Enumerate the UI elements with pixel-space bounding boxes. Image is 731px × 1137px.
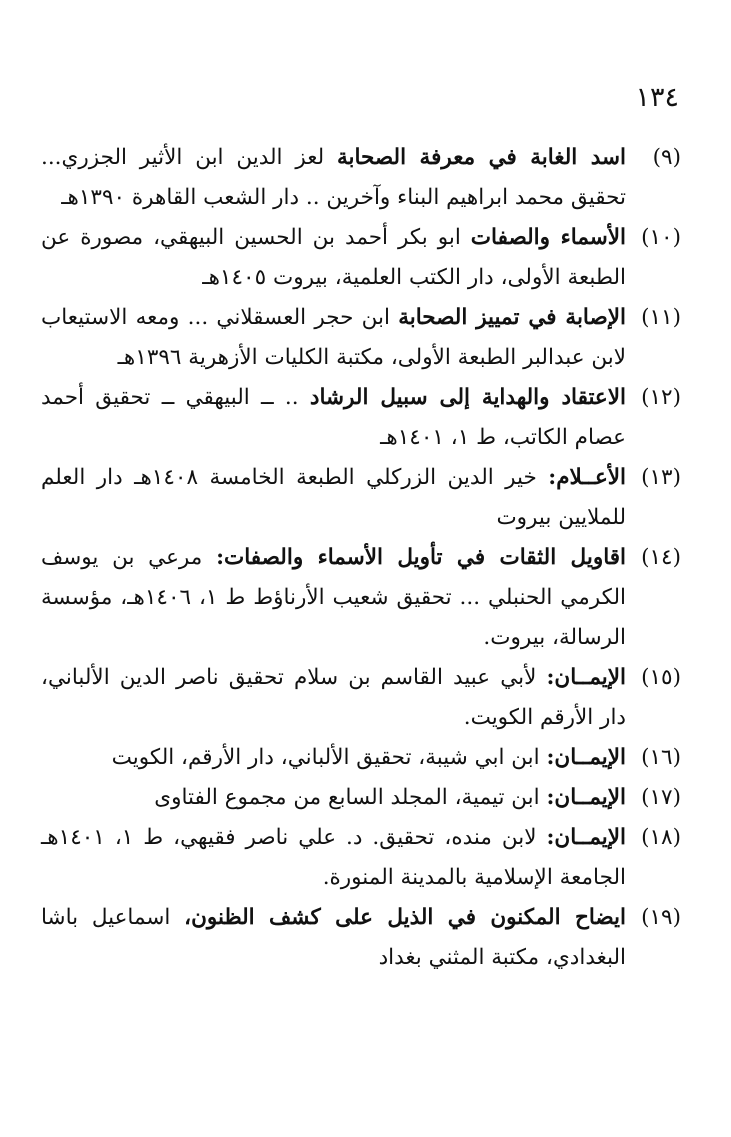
reference-entry [41, 138, 681, 218]
entry-number: (٩) [652, 145, 681, 170]
entry-text: ابن حجر العسقلاني ... ومعه الاستيعاب لابن عبدالبر الطبعة الأولى، مكتبة الكليات الأزهرية ١٣٩٦هـ [41, 305, 626, 370]
reference-entry [41, 738, 681, 778]
entry-title: ايضاح المكنون في الذيل على كشف الظنون، [184, 905, 626, 930]
entry-title: اقاويل الثقات في تأويل الأسماء والصفات: [216, 545, 627, 570]
reference-entry [41, 378, 681, 458]
entry-title: الإيمــان: [546, 825, 626, 850]
entry-title: الاعتقاد والهداية إلى سبيل الرشاد [309, 385, 626, 410]
entry-title: اسد الغابة في معرفة الصحابة [336, 145, 626, 170]
reference-entry [41, 538, 681, 658]
entry-text: لابن منده، تحقيق. د. علي ناصر فقيهي، ط ١، ١٤٠١هـ الجامعة الإسلامية بالمدينة المنورة. [41, 825, 626, 890]
entry-number: (١٢) [641, 385, 681, 410]
reference-entry [41, 658, 681, 738]
entry-text: ابن تيمية، المجلد السابع من مجموع الفتاوى [154, 785, 547, 810]
reference-entry [41, 778, 681, 818]
page-number: ١٣٤ [635, 82, 679, 113]
reference-entry [41, 298, 681, 378]
entry-text: لعز الدين ابن الأثير الجزري... تحقيق محمد ابراهيم البناء وآخرين .. دار الشعب القاهرة ١٣٩٠هـ [41, 145, 626, 210]
entry-title: الإيمــان: [546, 785, 626, 810]
entry-text: ابو بكر أحمد بن الحسين البيهقي، مصورة عن الطبعة الأولى، دار الكتب العلمية، بيروت ١٤٠٥هـ [41, 225, 626, 290]
entry-text: ابن ابي شيبة، تحقيق الألباني، دار الأرقم، الكويت [111, 745, 547, 770]
entry-title: الإيمــان: [546, 665, 626, 690]
entry-number: (١٠) [641, 225, 681, 250]
entry-number: (١٥) [641, 665, 681, 690]
entry-text: .. ــ البيهقي ــ تحقيق أحمد عصام الكاتب، ط ١، ١٤٠١هـ [41, 385, 626, 450]
reference-entry [41, 218, 681, 298]
entry-title: الأعــلام: [548, 465, 627, 490]
entry-text: مرعي بن يوسف الكرمي الحنبلي ... تحقيق شعيب الأرناؤط ط ١، ١٤٠٦هـ، مؤسسة الرسالة، بيروت. [41, 545, 626, 650]
reference-entry [41, 818, 681, 898]
reference-list [41, 138, 681, 978]
entry-number: (١٤) [641, 545, 681, 570]
entry-text: خير الدين الزركلي الطبعة الخامسة ١٤٠٨هـ دار العلم للملايين بيروت [41, 465, 626, 530]
entry-number: (١٣) [641, 465, 681, 490]
entry-title: الإيمــان: [546, 745, 626, 770]
reference-entry [41, 898, 681, 978]
entry-number: (١١) [641, 305, 681, 330]
entry-number: (١٩) [641, 905, 681, 930]
reference-entry [41, 458, 681, 538]
entry-number: (١٨) [641, 825, 681, 850]
entry-text: اسماعيل باشا البغدادي، مكتبة المثني بغداد [41, 905, 626, 970]
entry-number: (١٧) [641, 785, 681, 810]
entry-title: الإصابة في تمييز الصحابة [398, 305, 626, 330]
entry-number: (١٦) [641, 745, 681, 770]
entry-text: لأبي عبيد القاسم بن سلام تحقيق ناصر الدين الألباني، دار الأرقم الكويت. [41, 665, 626, 730]
entry-title: الأسماء والصفات [470, 225, 627, 250]
